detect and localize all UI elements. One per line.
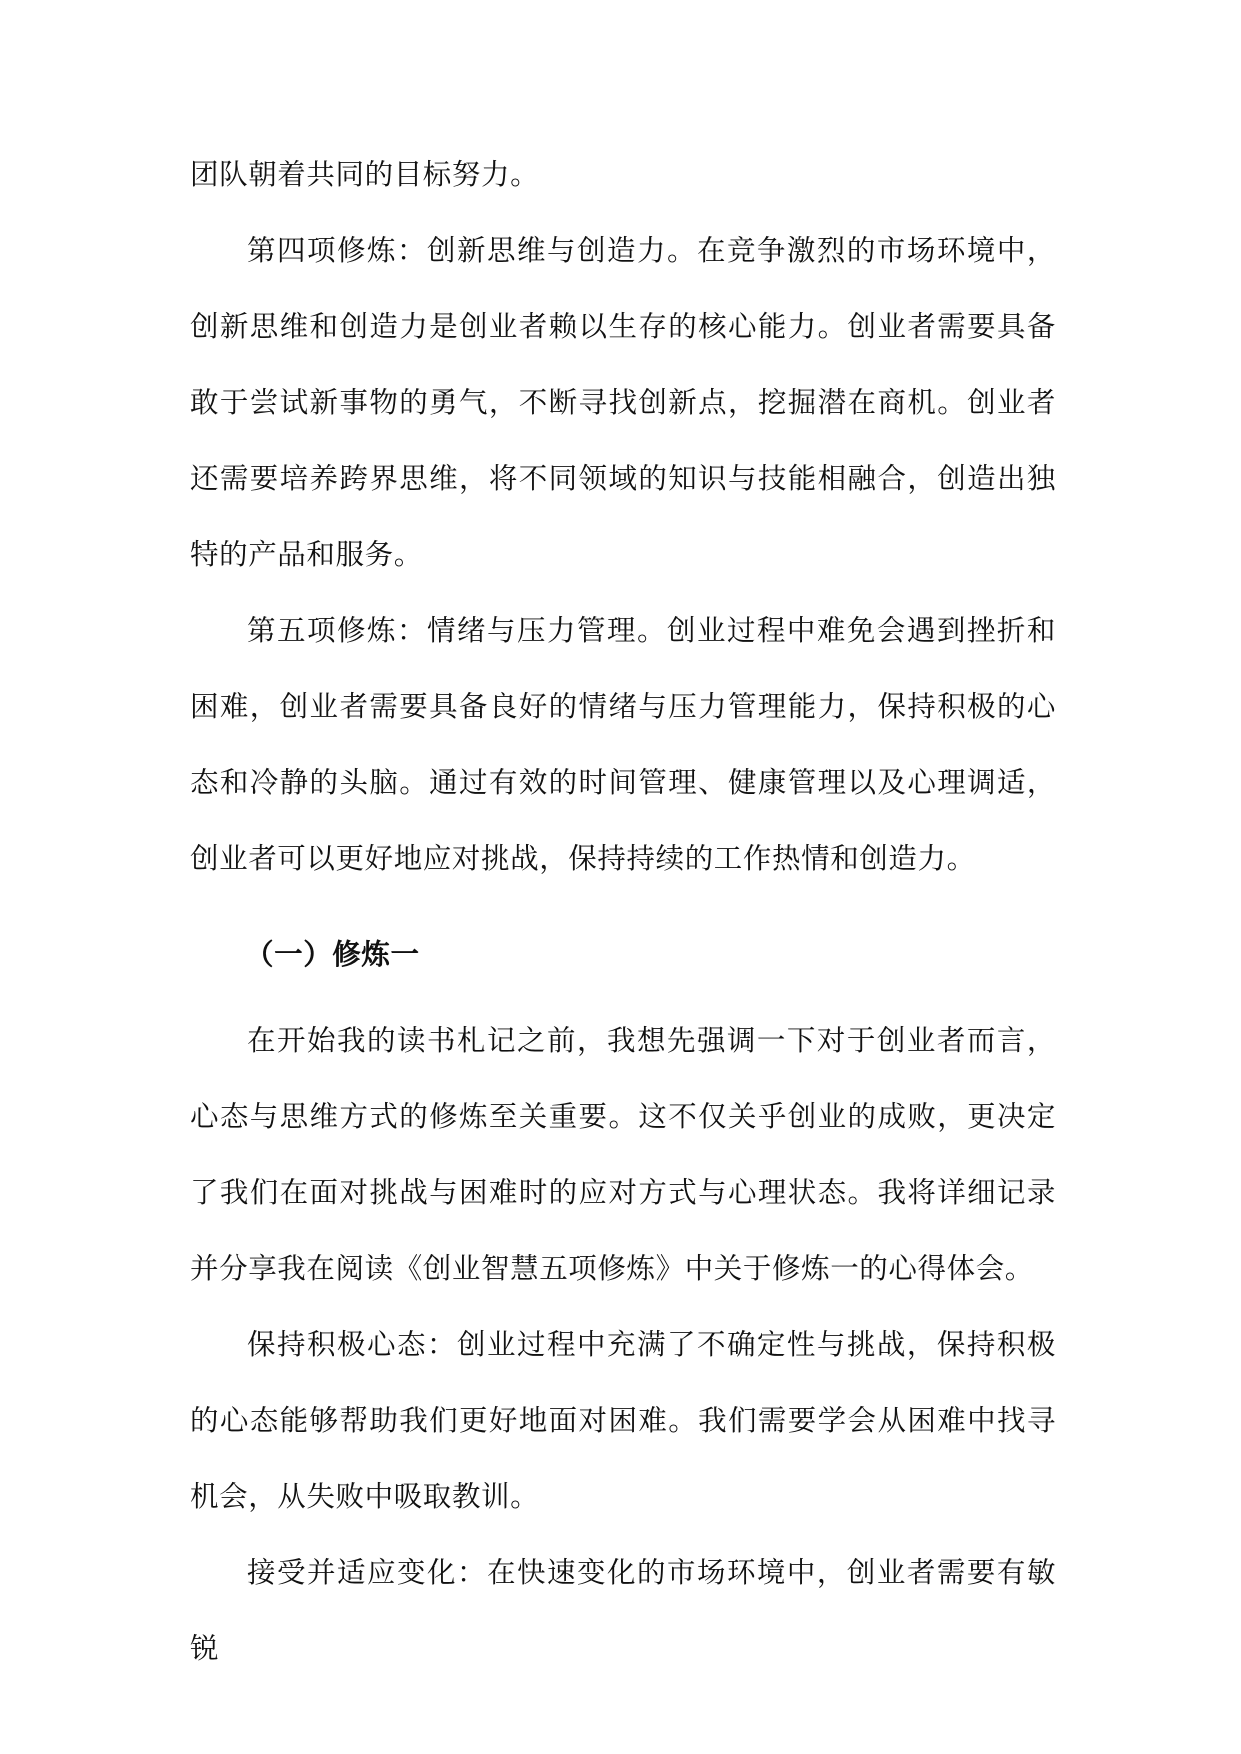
paragraph-embrace-change: 接受并适应变化：在快速变化的市场环境中，创业者需要有敏锐 [190, 1556, 1056, 1665]
paragraph-positive-mindset: 保持积极心态：创业过程中充满了不确定性与挑战，保持积极的心态能够帮助我们更好地面对困难。我们需要学会从困难中找寻机会，从失败中吸取教训。 [190, 1328, 1056, 1513]
section-heading: （一）修炼一 [245, 938, 420, 971]
paragraph-fifth-discipline: 第五项修炼：情绪与压力管理。创业过程中难免会遇到挫折和困难，创业者需要具备良好的情绪与压力管理能力，保持积极的心态和冷静的头脑。通过有效的时间管理、健康管理以及心理调适，创业者可以更好地应对挑战，保持持续的工作热情和创造力。 [190, 614, 1056, 875]
paragraph-continuation: 团队朝着共同的目标努力。 [190, 158, 540, 191]
paragraph-fourth-discipline: 第四项修炼：创新思维与创造力。在竞争激烈的市场环境中，创新思维和创造力是创业者赖以生存的核心能力。创业者需要具备敢于尝试新事物的勇气，不断寻找创新点，挖掘潜在商机。创业者还需要培养跨界思维，将不同领域的知识与技能相融合，创造出独特的产品和服务。 [190, 234, 1056, 571]
paragraph-intro: 在开始我的读书札记之前，我想先强调一下对于创业者而言，心态与思维方式的修炼至关重要。这不仅关乎创业的成败，更决定了我们在面对挑战与困难时的应对方式与心理状态。我将详细记录并分享我在阅读《创业智慧五项修炼》中关于修炼一的心得体会。 [190, 1024, 1056, 1285]
document-body [190, 137, 1056, 1687]
